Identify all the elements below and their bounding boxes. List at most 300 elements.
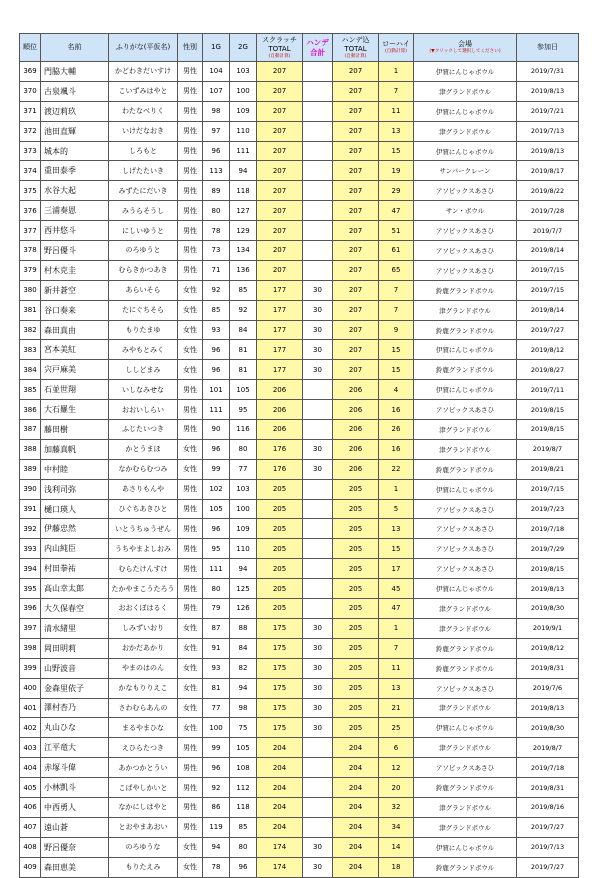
scratch-total-cell: 177 [257, 280, 303, 300]
header-lowhigh-label: ローハイ [382, 40, 410, 48]
date-field[interactable]: 2019/7/18 [517, 519, 579, 539]
game2-cell: 100 [230, 499, 257, 519]
lowhigh-cell: 13 [379, 121, 414, 141]
game2-cell: 84 [230, 638, 257, 658]
sex-cell: 女性 [178, 678, 203, 698]
venue-select[interactable]: 鈴鹿グランドボウル [414, 280, 517, 300]
date-field[interactable]: 2019/7/21 [517, 101, 579, 121]
date-field[interactable]: 2019/8/21 [517, 459, 579, 479]
venue-select[interactable]: 津グランドボウル [414, 439, 517, 459]
kana-cell: あかつかとうい [109, 758, 178, 778]
kana-cell: あさりもんや [109, 479, 178, 499]
name-cell: 宍戸麻美 [41, 360, 109, 380]
hdcp-total-cell: 206 [333, 400, 379, 420]
venue-select[interactable]: 伊賀にんじゃボウル [414, 579, 517, 599]
name-cell: 宮本美紅 [41, 340, 109, 360]
handicap-cell [303, 221, 333, 241]
kana-cell: えひらたつき [109, 738, 178, 758]
kana-cell: みうらそうし [109, 201, 178, 221]
game2-cell: 94 [230, 559, 257, 579]
venue-select[interactable]: アソビックスあさひ [414, 260, 517, 280]
date-field[interactable]: 2019/8/16 [517, 797, 579, 817]
game1-cell: 80 [203, 579, 230, 599]
scratch-total-cell: 205 [257, 539, 303, 559]
rank-cell: 373 [20, 141, 41, 161]
venue-select[interactable]: サンバークレーン [414, 161, 517, 181]
handicap-cell: 30 [303, 280, 333, 300]
date-field[interactable]: 2019/8/14 [517, 241, 579, 261]
game2-cell: 82 [230, 658, 257, 678]
date-field[interactable]: 2019/8/22 [517, 181, 579, 201]
hdcp-total-cell: 206 [333, 380, 379, 400]
venue-select[interactable]: 津グランドボウル [414, 599, 517, 619]
date-field[interactable]: 2019/8/30 [517, 599, 579, 619]
kana-cell: とおやまあおい [109, 817, 178, 837]
scratch-total-cell: 207 [257, 260, 303, 280]
handicap-cell: 30 [303, 718, 333, 738]
table-row [20, 559, 579, 579]
game1-cell: 78 [203, 221, 230, 241]
date-field[interactable]: 2019/8/13 [517, 81, 579, 101]
header-name: 名前 [41, 34, 109, 62]
venue-select[interactable]: アソビックスあさひ [414, 539, 517, 559]
handicap-cell [303, 778, 333, 798]
venue-select[interactable]: 伊賀にんじゃボウル [414, 837, 517, 857]
game2-cell: 85 [230, 817, 257, 837]
game1-cell: 113 [203, 161, 230, 181]
venue-select[interactable]: アソビックスあさひ [414, 400, 517, 420]
header-rank: 順位 [20, 34, 41, 62]
scratch-total-cell: 176 [257, 459, 303, 479]
hdcp-total-cell: 207 [333, 360, 379, 380]
game1-cell: 87 [203, 618, 230, 638]
scratch-total-cell: 207 [257, 241, 303, 261]
venue-select[interactable]: 鈴鹿グランドボウル [414, 857, 517, 877]
scratch-total-cell: 177 [257, 340, 303, 360]
game2-cell: 84 [230, 320, 257, 340]
game2-cell: 127 [230, 201, 257, 221]
date-field[interactable]: 2019/7/7 [517, 221, 579, 241]
handicap-cell [303, 101, 333, 121]
game1-cell: 96 [203, 360, 230, 380]
hdcp-total-cell: 207 [333, 161, 379, 181]
kana-cell: いけだなおき [109, 121, 178, 141]
game2-cell: 108 [230, 758, 257, 778]
sex-cell: 男性 [178, 778, 203, 798]
lowhigh-cell: 34 [379, 817, 414, 837]
handicap-cell [303, 758, 333, 778]
venue-select[interactable]: 鈴鹿グランドボウル [414, 778, 517, 798]
name-cell: 野呂優斗 [41, 241, 109, 261]
table-row [20, 121, 579, 141]
sex-cell: 女性 [178, 320, 203, 340]
lowhigh-cell: 14 [379, 837, 414, 857]
hdcp-total-cell: 204 [333, 797, 379, 817]
handicap-cell: 30 [303, 678, 333, 698]
game2-cell: 81 [230, 340, 257, 360]
sex-cell: 男性 [178, 81, 203, 101]
date-field[interactable]: 2019/7/29 [517, 539, 579, 559]
name-cell: 遠山蒼 [41, 817, 109, 837]
hdcp-total-cell: 205 [333, 618, 379, 638]
venue-select[interactable]: 伊賀にんじゃボウル [414, 101, 517, 121]
rank-cell: 408 [20, 837, 41, 857]
hdcp-total-cell: 207 [333, 260, 379, 280]
kana-cell: かなもりりえこ [109, 678, 178, 698]
scratch-total-cell: 205 [257, 559, 303, 579]
lowhigh-cell: 29 [379, 181, 414, 201]
venue-select[interactable]: アソビックスあさひ [414, 519, 517, 539]
name-cell: 小林凱斗 [41, 778, 109, 798]
date-field[interactable]: 2019/8/15 [517, 420, 579, 440]
handicap-cell [303, 599, 333, 619]
lowhigh-cell: 51 [379, 221, 414, 241]
venue-select[interactable]: 鈴鹿グランドボウル [414, 638, 517, 658]
venue-select[interactable]: 伊賀にんじゃボウル [414, 340, 517, 360]
game1-cell: 96 [203, 758, 230, 778]
header-venue [414, 34, 517, 62]
venue-select[interactable]: 津グランドボウル [414, 81, 517, 101]
kana-cell: しろもと [109, 141, 178, 161]
scratch-total-cell: 205 [257, 479, 303, 499]
lowhigh-cell: 22 [379, 459, 414, 479]
name-cell: 村田拳祐 [41, 559, 109, 579]
header-sex: 性別 [178, 34, 203, 62]
sex-cell: 男性 [178, 101, 203, 121]
sex-cell: 男性 [178, 141, 203, 161]
hdcp-total-cell: 204 [333, 817, 379, 837]
table-row [20, 280, 579, 300]
rank-cell: 375 [20, 181, 41, 201]
date-field[interactable]: 2019/7/27 [517, 320, 579, 340]
date-field[interactable]: 2019/8/7 [517, 738, 579, 758]
venue-select[interactable]: 伊賀にんじゃボウル [414, 718, 517, 738]
sex-cell: 男性 [178, 380, 203, 400]
kana-cell: あらいそら [109, 280, 178, 300]
table-row [20, 519, 579, 539]
game1-cell: 71 [203, 260, 230, 280]
rank-cell: 385 [20, 380, 41, 400]
name-cell: 赤塚斗偉 [41, 758, 109, 778]
rank-cell: 394 [20, 559, 41, 579]
sex-cell: 女性 [178, 638, 203, 658]
handicap-cell [303, 400, 333, 420]
lowhigh-cell: 15 [379, 539, 414, 559]
date-field[interactable]: 2019/7/27 [517, 857, 579, 877]
game1-cell: 80 [203, 201, 230, 221]
name-cell: 森田真由 [41, 320, 109, 340]
venue-select[interactable]: 伊賀にんじゃボウル [414, 141, 517, 161]
scratch-total-cell: 207 [257, 62, 303, 82]
game1-cell: 99 [203, 459, 230, 479]
table-row [20, 81, 579, 101]
game1-cell: 107 [203, 81, 230, 101]
date-field[interactable]: 2019/7/15 [517, 260, 579, 280]
header-handicap-sum-label: 合計 [310, 47, 325, 57]
date-field[interactable]: 2019/8/31 [517, 658, 579, 678]
lowhigh-cell: 21 [379, 698, 414, 718]
rank-cell: 387 [20, 420, 41, 440]
kana-cell: みやもとみく [109, 340, 178, 360]
hdcp-total-cell: 207 [333, 201, 379, 221]
venue-select[interactable]: 鈴鹿グランドボウル [414, 459, 517, 479]
date-field[interactable]: 2019/8/17 [517, 161, 579, 181]
date-field[interactable]: 2019/7/15 [517, 479, 579, 499]
name-cell: 内山純臣 [41, 539, 109, 559]
sex-cell: 女性 [178, 658, 203, 678]
kana-cell: ふじたいつき [109, 420, 178, 440]
sex-cell: 男性 [178, 62, 203, 82]
sex-cell: 男性 [178, 738, 203, 758]
venue-select[interactable]: 鈴鹿グランドボウル [414, 360, 517, 380]
kana-cell: たかやまこうたろう [109, 579, 178, 599]
venue-select[interactable]: 津グランドボウル [414, 618, 517, 638]
venue-select[interactable]: 伊賀にんじゃボウル [414, 380, 517, 400]
hdcp-total-cell: 207 [333, 121, 379, 141]
name-cell: 金森里依子 [41, 678, 109, 698]
date-field[interactable]: 2019/7/11 [517, 380, 579, 400]
hdcp-total-cell: 205 [333, 519, 379, 539]
game2-cell: 118 [230, 797, 257, 817]
kana-cell: むらきかつあき [109, 260, 178, 280]
hdcp-total-cell: 205 [333, 559, 379, 579]
sex-cell: 女性 [178, 698, 203, 718]
table-row [20, 718, 579, 738]
hdcp-total-cell: 207 [333, 141, 379, 161]
lowhigh-cell: 13 [379, 519, 414, 539]
rank-cell: 403 [20, 738, 41, 758]
game1-cell: 92 [203, 280, 230, 300]
lowhigh-cell: 1 [379, 479, 414, 499]
header-hdcp-total [333, 34, 379, 62]
game2-cell: 100 [230, 81, 257, 101]
table-row [20, 260, 579, 280]
date-field[interactable]: 2019/9/1 [517, 618, 579, 638]
venue-select[interactable]: アソビックスあさひ [414, 181, 517, 201]
hdcp-total-cell: 206 [333, 439, 379, 459]
date-field[interactable]: 2019/8/13 [517, 579, 579, 599]
game1-cell: 102 [203, 479, 230, 499]
rank-cell: 383 [20, 340, 41, 360]
hdcp-total-cell: 205 [333, 638, 379, 658]
date-field[interactable]: 2019/7/13 [517, 837, 579, 857]
lowhigh-cell: 26 [379, 420, 414, 440]
lowhigh-cell: 7 [379, 300, 414, 320]
lowhigh-cell: 1 [379, 62, 414, 82]
name-cell: 新井蒼空 [41, 280, 109, 300]
game2-cell: 75 [230, 718, 257, 738]
hdcp-total-cell: 204 [333, 758, 379, 778]
date-field[interactable]: 2019/7/31 [517, 62, 579, 82]
venue-select[interactable]: アソビックスあさひ [414, 499, 517, 519]
date-field[interactable]: 2019/8/13 [517, 141, 579, 161]
handicap-cell [303, 817, 333, 837]
name-cell: 谷口奏来 [41, 300, 109, 320]
venue-select[interactable]: 津グランドボウル [414, 817, 517, 837]
game2-cell: 77 [230, 459, 257, 479]
hdcp-total-cell: 207 [333, 340, 379, 360]
handicap-cell [303, 161, 333, 181]
kana-cell: おおくぼはるく [109, 599, 178, 619]
sex-cell: 女性 [178, 837, 203, 857]
venue-select[interactable]: 伊賀にんじゃボウル [414, 479, 517, 499]
lowhigh-cell: 32 [379, 797, 414, 817]
hdcp-total-cell: 205 [333, 678, 379, 698]
scratch-total-cell: 206 [257, 420, 303, 440]
name-cell: 三浦奏恩 [41, 201, 109, 221]
kana-cell: うちやまよしおみ [109, 539, 178, 559]
kana-cell: わたなべりく [109, 101, 178, 121]
game2-cell: 96 [230, 857, 257, 877]
date-field[interactable]: 2019/8/14 [517, 300, 579, 320]
venue-select[interactable]: 津グランドボウル [414, 420, 517, 440]
name-cell: 石並世翔 [41, 380, 109, 400]
rank-cell: 378 [20, 241, 41, 261]
header-venue-label: 会場 [458, 40, 472, 48]
name-cell: 加藤真帆 [41, 439, 109, 459]
sex-cell: 女性 [178, 360, 203, 380]
kana-cell: ししどまみ [109, 360, 178, 380]
kana-cell: のろゆうと [109, 241, 178, 261]
kana-cell: こいずみはやと [109, 81, 178, 101]
lowhigh-cell: 16 [379, 400, 414, 420]
venue-select[interactable]: アソビックスあさひ [414, 758, 517, 778]
date-field[interactable]: 2019/8/7 [517, 439, 579, 459]
kana-cell: しみずいおり [109, 618, 178, 638]
kana-cell: さわむらあんの [109, 698, 178, 718]
sex-cell: 女性 [178, 857, 203, 877]
game1-cell: 94 [203, 837, 230, 857]
table-row [20, 658, 579, 678]
venue-select[interactable]: サン・ボウル [414, 201, 517, 221]
rank-cell: 406 [20, 797, 41, 817]
venue-select[interactable]: 鈴鹿グランドボウル [414, 658, 517, 678]
kana-cell: たにぐちそら [109, 300, 178, 320]
name-cell: 岡田明莉 [41, 638, 109, 658]
header-game1: 1G [203, 34, 230, 62]
rank-cell: 390 [20, 479, 41, 499]
header-venue-note: (▼クリックして選択してください) [429, 49, 501, 54]
date-field[interactable]: 2019/8/30 [517, 718, 579, 738]
scratch-total-cell: 204 [257, 738, 303, 758]
game2-cell: 112 [230, 778, 257, 798]
date-field[interactable]: 2019/8/27 [517, 360, 579, 380]
date-field[interactable]: 2019/7/27 [517, 817, 579, 837]
game1-cell: 81 [203, 678, 230, 698]
name-cell: 清水緒里 [41, 618, 109, 638]
sex-cell: 男性 [178, 539, 203, 559]
scratch-total-cell: 177 [257, 300, 303, 320]
lowhigh-cell: 7 [379, 280, 414, 300]
hdcp-total-cell: 204 [333, 738, 379, 758]
kana-cell: もりたえみ [109, 857, 178, 877]
game1-cell: 111 [203, 400, 230, 420]
kana-cell: にしいゆうと [109, 221, 178, 241]
name-cell: 野呂優奈 [41, 837, 109, 857]
handicap-cell [303, 499, 333, 519]
date-field[interactable]: 2019/7/13 [517, 121, 579, 141]
header-date: 参加日 [517, 34, 579, 62]
lowhigh-cell: 15 [379, 360, 414, 380]
scratch-total-cell: 207 [257, 141, 303, 161]
sex-cell: 女性 [178, 340, 203, 360]
table-row [20, 499, 579, 519]
venue-select[interactable]: 津グランドボウル [414, 300, 517, 320]
venue-select[interactable]: 津グランドボウル [414, 121, 517, 141]
handicap-cell [303, 241, 333, 261]
venue-select[interactable]: アソビックスあさひ [414, 678, 517, 698]
venue-select[interactable]: 津グランドボウル [414, 738, 517, 758]
sex-cell: 男性 [178, 579, 203, 599]
scratch-total-cell: 204 [257, 758, 303, 778]
venue-select[interactable]: 鈴鹿グランドボウル [414, 320, 517, 340]
date-field[interactable]: 2019/8/15 [517, 559, 579, 579]
scratch-total-cell: 205 [257, 519, 303, 539]
game2-cell: 94 [230, 678, 257, 698]
game2-cell: 94 [230, 161, 257, 181]
date-field[interactable]: 2019/8/15 [517, 400, 579, 420]
scratch-total-cell: 207 [257, 81, 303, 101]
date-field[interactable]: 2019/7/18 [517, 758, 579, 778]
venue-select[interactable]: アソビックスあさひ [414, 559, 517, 579]
table-row [20, 380, 579, 400]
table-row [20, 400, 579, 420]
sex-cell: 男性 [178, 519, 203, 539]
date-field[interactable]: 2019/7/28 [517, 201, 579, 221]
kana-cell: やまのはのん [109, 658, 178, 678]
table-row [20, 241, 579, 261]
name-cell: 重田泰季 [41, 161, 109, 181]
scratch-total-cell: 207 [257, 201, 303, 221]
date-field[interactable]: 2019/8/31 [517, 778, 579, 798]
lowhigh-cell: 7 [379, 638, 414, 658]
scratch-total-cell: 175 [257, 618, 303, 638]
table-row [20, 618, 579, 638]
sex-cell: 男性 [178, 479, 203, 499]
date-field[interactable]: 2019/7/23 [517, 499, 579, 519]
venue-select[interactable]: アソビックスあさひ [414, 221, 517, 241]
game2-cell: 110 [230, 121, 257, 141]
lowhigh-cell: 7 [379, 81, 414, 101]
scratch-total-cell: 205 [257, 499, 303, 519]
date-field[interactable]: 2019/7/15 [517, 280, 579, 300]
name-cell: 古泉颯斗 [41, 81, 109, 101]
venue-select[interactable]: 津グランドボウル [414, 698, 517, 718]
venue-select[interactable]: アソビックスあさひ [414, 241, 517, 261]
lowhigh-cell: 4 [379, 380, 414, 400]
lowhigh-cell: 15 [379, 141, 414, 161]
handicap-cell [303, 121, 333, 141]
table-row [20, 181, 579, 201]
date-field[interactable]: 2019/8/12 [517, 638, 579, 658]
game2-cell: 116 [230, 420, 257, 440]
kana-cell: ひぐちあきひと [109, 499, 178, 519]
name-cell: 藤田樹 [41, 420, 109, 440]
rank-cell: 402 [20, 718, 41, 738]
game2-cell: 109 [230, 101, 257, 121]
date-field[interactable]: 2019/8/12 [517, 340, 579, 360]
date-field[interactable]: 2019/8/13 [517, 698, 579, 718]
date-field[interactable]: 2019/7/6 [517, 678, 579, 698]
rank-cell: 409 [20, 857, 41, 877]
rank-cell: 374 [20, 161, 41, 181]
game2-cell: 129 [230, 221, 257, 241]
venue-select[interactable]: 伊賀にんじゃボウル [414, 62, 517, 82]
venue-select[interactable]: 津グランドボウル [414, 797, 517, 817]
game1-cell: 101 [203, 380, 230, 400]
name-cell: 城本的 [41, 141, 109, 161]
hdcp-total-cell: 205 [333, 698, 379, 718]
